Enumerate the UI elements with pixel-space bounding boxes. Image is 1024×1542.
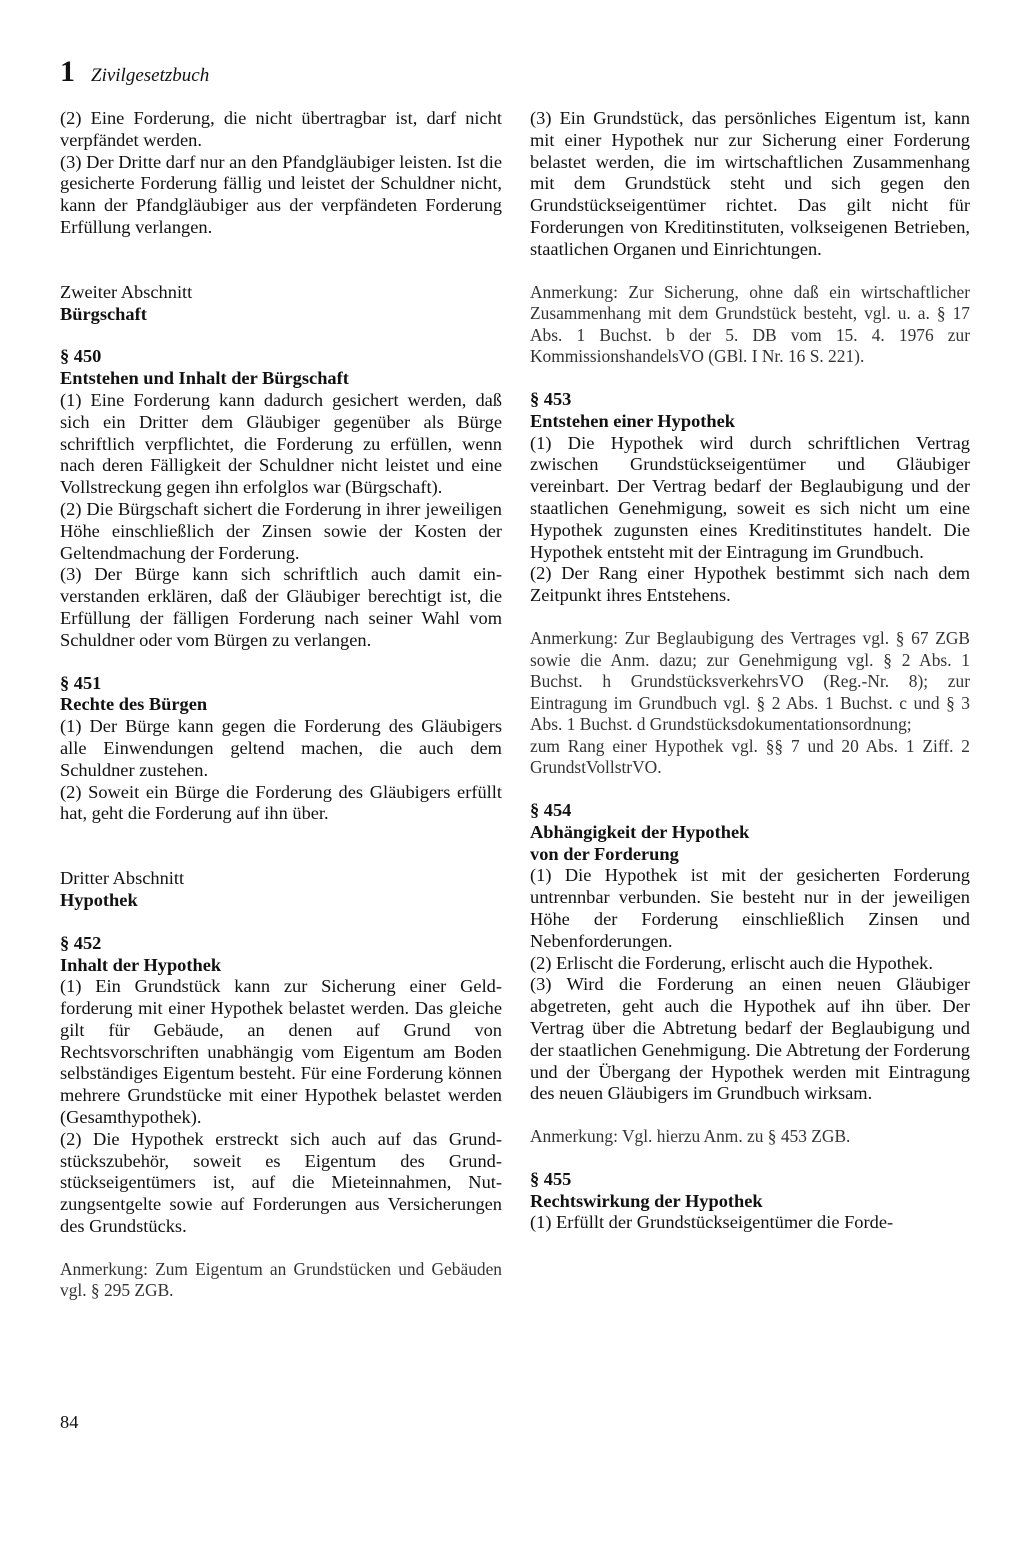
section-title: Bürgschaft (60, 303, 147, 324)
paragraph-number: § 454 (530, 800, 572, 821)
left-column (60, 108, 502, 1302)
paragraph-title: Rechtswirkung der Hypothek (530, 1190, 763, 1211)
paragraph-title: Inhalt der Hypothek (60, 954, 222, 975)
annotation-note: Anmerkung: Zum Eigentum an Grundstücken und Gebäuden vgl. § 295 ZGB. (60, 1258, 502, 1301)
chapter-title: Zivilgesetzbuch (91, 65, 210, 86)
paragraph: (1) Der Bürge kann gegen die Forderung des Gläubigers alle Einwendungen geltend machen, die auch dem Schuldner zustehen. (60, 716, 502, 780)
paragraph: (3) Der Bürge kann sich schriftlich auch damit einverstanden erklären, daß der Gläubiger berechtigt ist, die Erfüllung der fälligen Forderung nach seiner Wahl vom Schuldner oder vom Bürgen zu verlangen. (60, 564, 502, 650)
paragraph-number: § 452 (60, 932, 102, 953)
paragraph: (3) Wird die Forderung an einen neuen Gläubiger abgetreten, geht auch die Hypothek auf ihn über. Der Vertrag über die Abtretung bedarf der Beglaubigung und der staatlichen Genehmigung. Die Abtretung der Forderung und der Übergang der Hypothek werden mit Eintragung des neuen Gläubigers im Grundbuch wirksam. (530, 974, 970, 1104)
paragraph-number: § 455 (530, 1168, 572, 1189)
paragraph: (2) Die Bürgschaft sichert die Forderung in ihrer jeweiligen Höhe einschließlich der Zinsen sowie der Kosten der Geltendmachung der Forderung. (60, 498, 502, 563)
page-header (60, 55, 209, 89)
paragraph: (2) Erlischt die Forderung, erlischt auch die Hypothek. (530, 952, 933, 973)
paragraph: (1) Die Hypothek ist mit der gesicherten Forderung untrennbar verbunden. Sie besteht nur in der jeweiligen Höhe der Forderung einschließlich Zinsen und Nebenforderungen. (530, 865, 970, 951)
paragraph-number: § 451 (60, 672, 102, 693)
paragraph: (1) Eine Forderung kann dadurch gesichert werden, daß sich ein Dritter dem Gläubiger gegenüber als Bürge schriftlich verpflichtet, die Forderung zu erfüllen, wenn nach deren Fälligkeit der Schuldner nicht leistet und eine Vollstreckung gegen ihn erfolglos war (Bürgschaft). (60, 389, 502, 498)
paragraph: (1) Die Hypothek wird durch schriftlichen Vertrag zwischen Grundstückseigentümer und Gläubiger vereinbart. Der Vertrag bedarf der Beglaubigung und der staatlichen Genehmigung, soweit es sich nicht um eine Hypothek zugunsten eines Kreditinstitutes handelt. Die Hypothek entsteht mit der Eintragung im Grundbuch. (530, 432, 970, 562)
annotation-note: Anmerkung: Zur Beglaubigung des Vertrages vgl. § 67 ZGB sowie die Anm. dazu; zur Genehmigung vgl. § 2 Abs. 1 Buchst. h GrundstücksverkehrsVO (Reg.-Nr. 8); zur Eintragung im Grundbuch vgl. § 2 Abs. 1 Buchst. c und § 3 Abs. 1 Buchst. d Grundstücksdokumentationsordnung; (530, 627, 970, 735)
paragraph-number: § 453 (530, 388, 572, 409)
annotation-note: Anmerkung: Vgl. hierzu Anm. zu § 453 ZGB. (530, 1126, 851, 1147)
page-number: 84 (60, 1412, 79, 1432)
annotation-note: zum Rang einer Hypothek vgl. §§ 7 und 20 Abs. 1 Ziff. 2 GrundstVollstrVO. (530, 735, 970, 778)
right-column (530, 108, 970, 1234)
annotation-note: Anmerkung: Zur Sicherung, ohne daß ein wirtschaftlicher Zusammenhang mit dem Grundstück besteht, vgl. u. a. § 17 Abs. 1 Buchst. b der 5. DB vom 15. 4. 1976 zur KommissionshandelsVO (GBl. I Nr. 16 S. 221). (530, 281, 970, 367)
paragraph-title: Entstehen einer Hypothek (530, 410, 736, 431)
paragraph: (3) Ein Grundstück, das persönliches Eigentum ist, kann mit einer Hypothek nur zur Sicherung einer Forderung belastet werden, die im wirtschaftlichen Zusammenhang mit dem Grundstück steht und sich gegen den Grundstückseigentümer richtet. Das gilt nicht für Forderungen von Kreditinstituten, volkseigenen Betrieben, staatlichen Organen und Einrichtungen. (530, 108, 970, 259)
paragraph-title: Entstehen und Inhalt der Bürgschaft (60, 368, 349, 389)
chapter-number: 1 (60, 55, 75, 88)
paragraph: (2) Soweit ein Bürge die Forderung des Gläubigers erfüllt hat, geht die Forderung auf ihn über. (60, 781, 502, 824)
section-label: Zweiter Abschnitt (60, 281, 193, 302)
paragraph: (1) Ein Grundstück kann zur Sicherung einer Geldforderung mit einer Hypothek belastet werden. Das gleiche gilt für Gebäude, an denen auf Grund von Rechtsvorschriften unabhängig vom Eigentum am Boden selbständiges Eigentum besteht. Für eine Forderung können mehrere Grundstücke mit einer Hypothek belastet werden (Gesamthypothek). (60, 976, 502, 1128)
paragraph: (2) Der Rang einer Hypothek bestimmt sich nach dem Zeitpunkt ihres Entstehens. (530, 563, 970, 606)
section-title: Hypothek (60, 889, 138, 910)
paragraph: (2) Eine Forderung, die nicht übertragbar ist, darf nicht verpfändet werden. (60, 108, 502, 150)
paragraph-title: Rechte des Bürgen (60, 694, 208, 715)
paragraph-title: von der Forderung (530, 843, 679, 864)
paragraph: (2) Die Hypothek erstreckt sich auch auf das Grundstückszubehör, soweit es Eigentum des Grundstückseigentümers ist, auf die Mieteinnahmen, Nutzungsentgelte sowie auf Forderungen aus Versicherungen des Grundstücks. (60, 1128, 502, 1237)
paragraph: (3) Der Dritte darf nur an den Pfandgläubiger leisten. Ist die gesicherte Forderung fällig und leistet der Schuldner nicht, kann der Pfandgläubiger aus der verpfändeten Forderung Erfüllung verlangen. (60, 151, 502, 237)
paragraph-title: Abhängigkeit der Hypothek (530, 821, 750, 842)
paragraph-number: § 450 (60, 346, 102, 367)
paragraph: (1) Erfüllt der Grundstückseigentümer die Forde- (530, 1212, 894, 1233)
section-label: Dritter Abschnitt (60, 868, 185, 889)
